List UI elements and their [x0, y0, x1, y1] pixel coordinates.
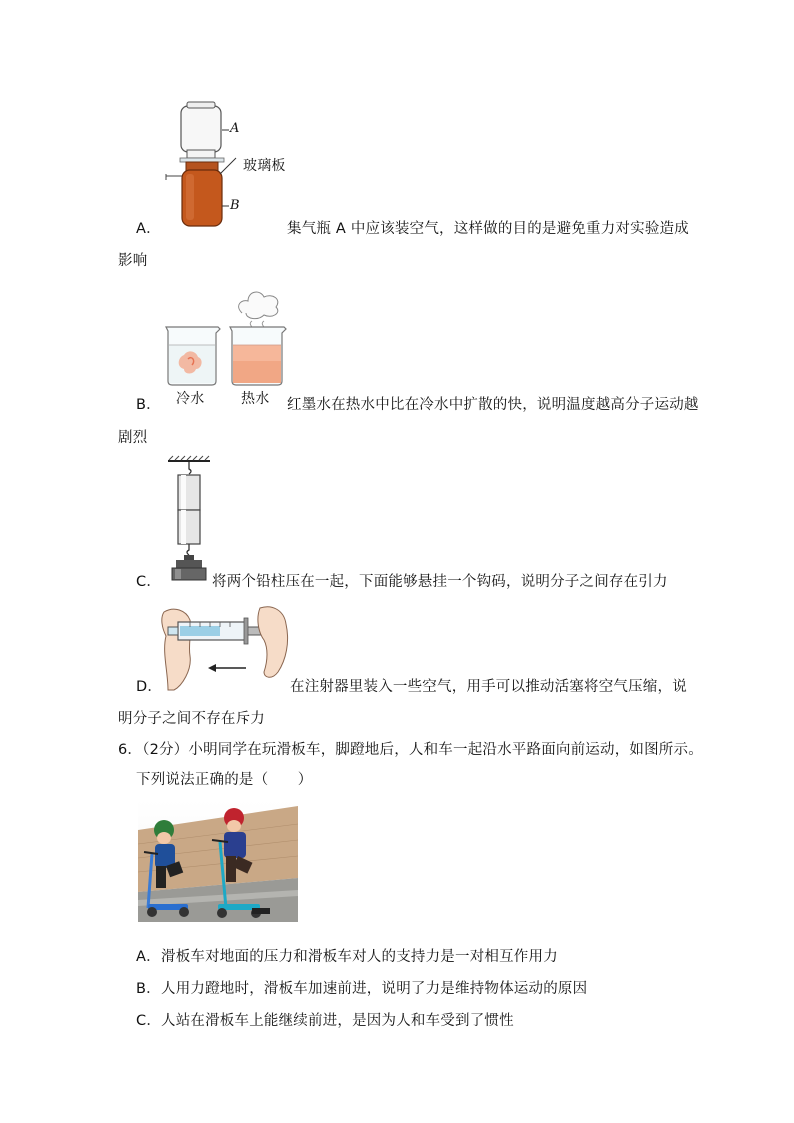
option-b-text-line2: 剧烈	[118, 430, 148, 446]
q6-option-c-text: 人站在滑板车上能继续前进，是因为人和车受到了惯性	[161, 1013, 514, 1029]
syringe-figure	[160, 602, 295, 692]
q6-option-a-letter: A．	[136, 949, 161, 965]
scooter-kids-photo	[138, 800, 298, 922]
option-c-text-line1: 将两个铅柱压在一起，下面能够悬挂一个钩码，说明分子之间存在引力	[212, 574, 668, 590]
option-b-text-line1: 红墨水在热水中比在冷水中扩散的快，说明温度越高分子运动越	[287, 397, 699, 413]
q6-option-b-text: 人用力蹬地时，滑板车加速前进，说明了力是维持物体运动的原因	[161, 981, 588, 997]
question-6-stem-line1: 6．（2分）小明同学在玩滑板车，脚蹬地后，人和车一起沿水平路面向前运动，如图所示。	[118, 742, 703, 758]
option-d-letter: D．	[136, 679, 163, 695]
option-a-letter: A．	[136, 221, 161, 237]
figure-label-plate: 玻璃板	[243, 158, 286, 174]
figure-label-a: A	[230, 121, 240, 136]
option-c-letter: C．	[136, 574, 162, 590]
option-d-text-line2: 明分子之间不存在斥力	[118, 711, 265, 727]
option-a-text-line2: 影响	[118, 253, 148, 269]
question-6-stem-line2: 下列说法正确的是（ ）	[136, 772, 313, 788]
q6-option-c-letter: C．	[136, 1013, 162, 1029]
q6-option-b-letter: B．	[136, 981, 161, 997]
lead-cylinders-figure	[165, 455, 215, 585]
figure-label-b: B	[230, 198, 240, 213]
figure-label-cold-water: 冷水	[176, 391, 205, 407]
option-b-letter: B．	[136, 397, 161, 413]
option-d-text-line1: 在注射器里装入一些空气，用手可以推动活塞将空气压缩，说	[290, 679, 687, 695]
option-a-text-line1: 集气瓶 A 中应该装空气，这样做的目的是避免重力对实验造成	[287, 221, 689, 237]
figure-label-hot-water: 热水	[241, 391, 270, 407]
q6-option-a-text: 滑板车对地面的压力和滑板车对人的支持力是一对相互作用力	[161, 949, 558, 965]
beaker-diffusion-figure	[160, 283, 290, 393]
